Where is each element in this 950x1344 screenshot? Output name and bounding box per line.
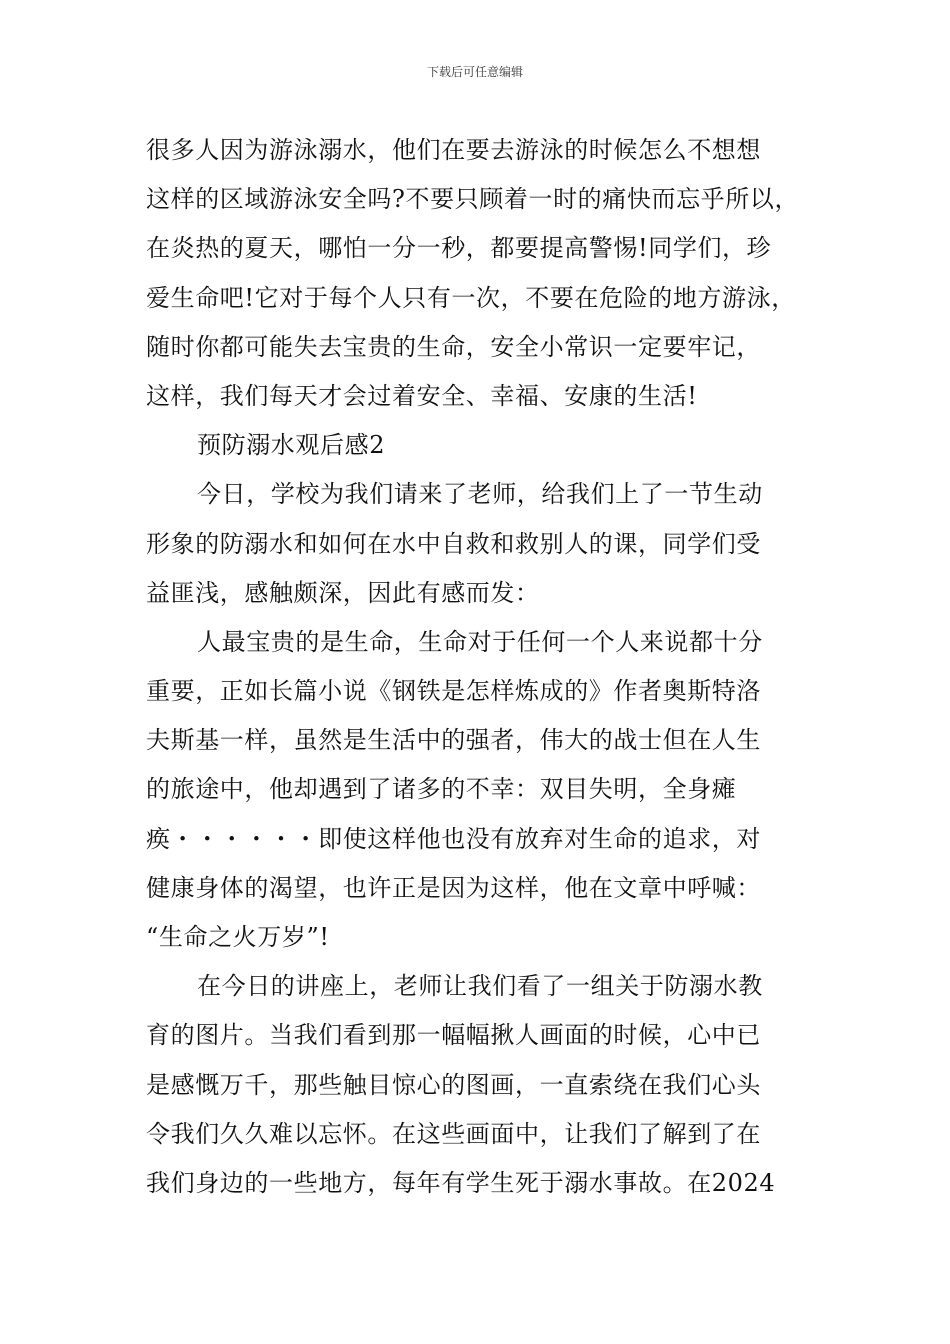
text-line: 我们身边的一些地方，每年有学生死于溺水事故。在2024: [146, 1168, 776, 1197]
text-line: 痪・・・・・・即使这样他也没有放弃对生命的追求，对: [146, 824, 761, 853]
text-line: 在今日的讲座上，老师让我们看了一组关于防溺水教: [197, 972, 763, 1001]
text-line: 今日，学校为我们请来了老师，给我们上了一节生动: [197, 480, 763, 509]
section-heading: 预防溺水观后感2: [197, 431, 386, 460]
document-body: [146, 126, 810, 1208]
text-line: 在炎热的夏天，哪怕一分一秒，都要提高警惕!同学们，珍: [146, 234, 772, 263]
text-line: 的旅途中，他却遇到了诸多的不幸：双目失明，全身瘫: [146, 775, 737, 804]
text-line: 这样，我们每天才会过着安全、幸福、安康的生活!: [146, 381, 698, 410]
text-line: 很多人因为游泳溺水，他们在要去游泳的时候怎么不想想: [146, 136, 761, 164]
page-header: 下载后可任意编辑: [426, 65, 523, 79]
text-line: 育的图片。当我们看到那一幅幅揪人画面的时候，心中已: [146, 1021, 761, 1050]
text-line: 夫斯基一样，虽然是生活中的强者，伟大的战士但在人生: [146, 726, 761, 755]
text-line: 令我们久久难以忘怀。在这些画面中，让我们了解到了在: [146, 1119, 761, 1148]
text-line: 爱生命吧!它对于每个人只有一次，不要在危险的地方游泳，: [146, 283, 796, 312]
text-line: “生命之火万岁”!: [146, 923, 330, 951]
text-line: 随时你都可能失去宝贵的生命，安全小常识一定要牢记，: [146, 332, 761, 361]
text-line: 形象的防溺水和如何在水中自救和救别人的课，同学们受: [146, 529, 761, 558]
text-line: 益匪浅，感触颇深，因此有感而发：: [146, 578, 540, 607]
text-line: 健康身体的渴望，也许正是因为这样，他在文章中呼喊：: [146, 873, 761, 902]
text-line: 是感慨万千，那些触目惊心的图画，一直索绕在我们心头: [146, 1070, 761, 1099]
text-line: 人最宝贵的是生命，生命对于任何一个人来说都十分: [197, 627, 763, 656]
text-line: 这样的区域游泳安全吗?不要只顾着一时的痛快而忘乎所以，: [146, 185, 800, 214]
text-line: 重要，正如长篇小说《钢铁是怎样炼成的》作者奥斯特洛: [146, 677, 761, 706]
